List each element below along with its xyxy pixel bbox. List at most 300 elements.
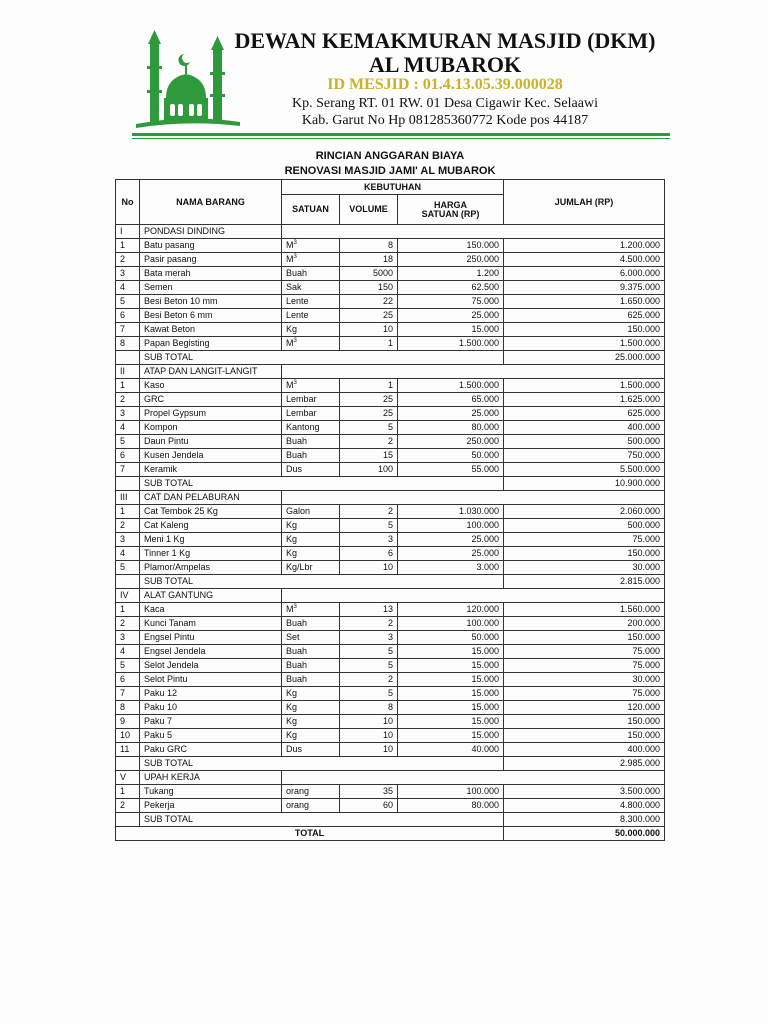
row-number: 8 xyxy=(116,337,140,351)
amount-value: 4.800.000 xyxy=(504,799,665,813)
amount-value: 150.000 xyxy=(504,729,665,743)
org-name: DEWAN KEMAKMURAN MASJID (DKM) xyxy=(234,28,656,53)
volume-value: 5 xyxy=(340,519,398,533)
volume-value: 25 xyxy=(340,309,398,323)
price-value: 62.500 xyxy=(398,281,504,295)
price-value: 1.500.000 xyxy=(398,337,504,351)
header-item: NAMA BARANG xyxy=(140,180,282,225)
amount-value: 120.000 xyxy=(504,701,665,715)
price-value: 15.000 xyxy=(398,687,504,701)
address-line-2: Kab. Garut No Hp 081285360772 Kode pos 44187 xyxy=(301,113,589,128)
table-row xyxy=(116,393,665,407)
item-name: Selot Pintu xyxy=(140,673,282,687)
header-no: No xyxy=(116,180,140,225)
row-number: 4 xyxy=(116,421,140,435)
row-number: 8 xyxy=(116,701,140,715)
unit-value: orang xyxy=(286,800,310,810)
item-name: Engsel Pintu xyxy=(140,631,282,645)
subtotal-blank xyxy=(116,477,140,491)
amount-value: 1.560.000 xyxy=(504,603,665,617)
subtotal-label: SUB TOTAL xyxy=(140,351,504,365)
unit-value: Buah xyxy=(286,674,308,684)
unit-cell xyxy=(282,435,340,449)
unit-cell xyxy=(282,659,340,673)
row-number: 9 xyxy=(116,715,140,729)
amount-value: 2.060.000 xyxy=(504,505,665,519)
unit-value: Kg/Lbr xyxy=(286,562,313,572)
volume-value: 5 xyxy=(340,645,398,659)
unit-cell xyxy=(282,323,340,337)
item-name: Propel Gypsum xyxy=(140,407,282,421)
unit-superscript: 3 xyxy=(293,254,297,260)
total-value: 50.000.000 xyxy=(504,827,665,841)
subtotal-row xyxy=(116,813,665,827)
item-name: Tinner 1 Kg xyxy=(140,547,282,561)
unit-value: Kantong xyxy=(286,422,320,432)
table-row xyxy=(116,463,665,477)
subtotal-row xyxy=(116,757,665,771)
unit-cell xyxy=(282,281,340,295)
volume-value: 1 xyxy=(340,379,398,393)
header-amount: JUMLAH (RP) xyxy=(504,180,665,225)
unit-cell xyxy=(282,701,340,715)
table-row xyxy=(116,659,665,673)
row-number: 1 xyxy=(116,505,140,519)
item-name: Keramik xyxy=(140,463,282,477)
volume-value: 10 xyxy=(340,561,398,575)
table-row xyxy=(116,547,665,561)
unit-cell xyxy=(282,379,340,393)
table-row xyxy=(116,561,665,575)
letterhead-divider-thin xyxy=(132,138,670,139)
unit-value: Buah xyxy=(286,618,308,628)
volume-value: 15 xyxy=(340,449,398,463)
amount-value: 75.000 xyxy=(504,533,665,547)
unit-value: Lembar xyxy=(286,408,317,418)
item-name: Kaca xyxy=(140,603,282,617)
unit-cell xyxy=(282,393,340,407)
unit-cell xyxy=(282,295,340,309)
unit-cell xyxy=(282,505,340,519)
table-row xyxy=(116,421,665,435)
section-title: ATAP DAN LANGIT-LANGIT xyxy=(140,365,282,379)
total-row xyxy=(116,827,665,841)
amount-value: 75.000 xyxy=(504,659,665,673)
price-value: 120.000 xyxy=(398,603,504,617)
subtotal-value: 8.300.000 xyxy=(504,813,665,827)
unit-cell xyxy=(282,645,340,659)
unit-cell xyxy=(282,603,340,617)
section-blank xyxy=(282,491,665,505)
table-row xyxy=(116,673,665,687)
price-value: 50.000 xyxy=(398,631,504,645)
table-row xyxy=(116,253,665,267)
volume-value: 8 xyxy=(340,701,398,715)
table-row xyxy=(116,533,665,547)
subtotal-value: 2.985.000 xyxy=(504,757,665,771)
unit-value: Kg xyxy=(286,688,298,698)
table-row xyxy=(116,603,665,617)
row-number: 4 xyxy=(116,547,140,561)
unit-value: M xyxy=(286,604,294,614)
letterhead-divider xyxy=(132,133,670,136)
amount-value: 4.500.000 xyxy=(504,253,665,267)
table-row xyxy=(116,379,665,393)
amount-value: 75.000 xyxy=(504,687,665,701)
volume-value: 5 xyxy=(340,687,398,701)
volume-value: 8 xyxy=(340,239,398,253)
unit-value: M xyxy=(286,254,294,264)
amount-value: 9.375.000 xyxy=(504,281,665,295)
header-volume: VOLUME xyxy=(340,195,398,225)
section-number: V xyxy=(116,771,140,785)
row-number: 4 xyxy=(116,645,140,659)
section-row xyxy=(116,225,665,239)
amount-value: 30.000 xyxy=(504,561,665,575)
amount-value: 1.500.000 xyxy=(504,379,665,393)
price-value: 150.000 xyxy=(398,239,504,253)
price-value: 80.000 xyxy=(398,799,504,813)
volume-value: 10 xyxy=(340,729,398,743)
amount-value: 150.000 xyxy=(504,547,665,561)
subtotal-label: SUB TOTAL xyxy=(140,575,504,589)
table-row xyxy=(116,729,665,743)
item-name: Semen xyxy=(140,281,282,295)
section-row xyxy=(116,491,665,505)
table-row xyxy=(116,743,665,757)
row-number: 7 xyxy=(116,687,140,701)
volume-value: 25 xyxy=(340,407,398,421)
subtotal-value: 10.900.000 xyxy=(504,477,665,491)
row-number: 3 xyxy=(116,407,140,421)
item-name: Cat Kaleng xyxy=(140,519,282,533)
row-number: 1 xyxy=(116,785,140,799)
amount-value: 750.000 xyxy=(504,449,665,463)
item-name: Engsel Jendela xyxy=(140,645,282,659)
amount-value: 6.000.000 xyxy=(504,267,665,281)
subtotal-row xyxy=(116,351,665,365)
item-name: Batu pasang xyxy=(140,239,282,253)
unit-value: Lembar xyxy=(286,394,317,404)
header-unit: SATUAN xyxy=(282,195,340,225)
subtotal-row xyxy=(116,477,665,491)
table-row xyxy=(116,645,665,659)
price-value: 1.030.000 xyxy=(398,505,504,519)
item-name: Pekerja xyxy=(140,799,282,813)
table-row xyxy=(116,785,665,799)
table-row xyxy=(116,407,665,421)
table-row xyxy=(116,281,665,295)
table-row xyxy=(116,449,665,463)
unit-value: Dus xyxy=(286,744,303,754)
amount-value: 400.000 xyxy=(504,743,665,757)
budget-table xyxy=(115,179,665,841)
subtotal-blank xyxy=(116,351,140,365)
subtotal-label: SUB TOTAL xyxy=(140,757,504,771)
table-row xyxy=(116,309,665,323)
subtotal-value: 2.815.000 xyxy=(504,575,665,589)
unit-superscript: 3 xyxy=(293,380,297,386)
price-value: 15.000 xyxy=(398,645,504,659)
volume-value: 5000 xyxy=(340,267,398,281)
section-title: CAT DAN PELABURAN xyxy=(140,491,282,505)
table-row xyxy=(116,687,665,701)
price-value: 80.000 xyxy=(398,421,504,435)
item-name: Cat Tembok 25 Kg xyxy=(140,505,282,519)
volume-value: 10 xyxy=(340,323,398,337)
volume-value: 6 xyxy=(340,547,398,561)
unit-cell xyxy=(282,407,340,421)
unit-superscript: 3 xyxy=(293,604,297,610)
unit-cell xyxy=(282,715,340,729)
unit-value: Dus xyxy=(286,464,303,474)
volume-value: 5 xyxy=(340,659,398,673)
unit-cell xyxy=(282,687,340,701)
item-name: Paku 10 xyxy=(140,701,282,715)
price-value: 25.000 xyxy=(398,547,504,561)
unit-cell xyxy=(282,239,340,253)
header-price xyxy=(398,195,504,225)
price-value: 55.000 xyxy=(398,463,504,477)
item-name: GRC xyxy=(140,393,282,407)
row-number: 2 xyxy=(116,253,140,267)
row-number: 7 xyxy=(116,323,140,337)
price-value: 100.000 xyxy=(398,785,504,799)
unit-cell xyxy=(282,519,340,533)
unit-value: Kg xyxy=(286,548,298,558)
price-value: 15.000 xyxy=(398,673,504,687)
volume-value: 22 xyxy=(340,295,398,309)
unit-value: Kg xyxy=(286,730,298,740)
price-value: 65.000 xyxy=(398,393,504,407)
price-value: 250.000 xyxy=(398,253,504,267)
amount-value: 3.500.000 xyxy=(504,785,665,799)
table-row xyxy=(116,239,665,253)
subtotal-blank xyxy=(116,575,140,589)
volume-value: 10 xyxy=(340,715,398,729)
volume-value: 18 xyxy=(340,253,398,267)
amount-value: 400.000 xyxy=(504,421,665,435)
row-number: 6 xyxy=(116,449,140,463)
table-row xyxy=(116,701,665,715)
mosque-id: ID MESJID : 01.4.13.05.39.000028 xyxy=(327,76,563,93)
row-number: 6 xyxy=(116,673,140,687)
unit-cell xyxy=(282,785,340,799)
item-name: Kompon xyxy=(140,421,282,435)
subtotal-label: SUB TOTAL xyxy=(140,477,504,491)
unit-cell xyxy=(282,561,340,575)
volume-value: 3 xyxy=(340,533,398,547)
item-name: Kunci Tanam xyxy=(140,617,282,631)
item-name: Paku 7 xyxy=(140,715,282,729)
price-value: 75.000 xyxy=(398,295,504,309)
item-name: Kawat Beton xyxy=(140,323,282,337)
volume-value: 100 xyxy=(340,463,398,477)
section-blank xyxy=(282,365,665,379)
unit-cell xyxy=(282,463,340,477)
subtotal-blank xyxy=(116,813,140,827)
row-number: 1 xyxy=(116,379,140,393)
row-number: 2 xyxy=(116,393,140,407)
amount-value: 1.650.000 xyxy=(504,295,665,309)
volume-value: 150 xyxy=(340,281,398,295)
price-value: 15.000 xyxy=(398,729,504,743)
unit-value: Lente xyxy=(286,310,309,320)
amount-value: 200.000 xyxy=(504,617,665,631)
price-value: 25.000 xyxy=(398,309,504,323)
item-name: Papan Begisting xyxy=(140,337,282,351)
unit-value: M xyxy=(286,240,294,250)
total-label: TOTAL xyxy=(116,827,504,841)
price-value: 100.000 xyxy=(398,519,504,533)
unit-cell xyxy=(282,253,340,267)
row-number: 5 xyxy=(116,295,140,309)
volume-value: 60 xyxy=(340,799,398,813)
table-row xyxy=(116,323,665,337)
section-row xyxy=(116,589,665,603)
amount-value: 1.200.000 xyxy=(504,239,665,253)
row-number: 5 xyxy=(116,435,140,449)
row-number: 6 xyxy=(116,309,140,323)
subtotal-row xyxy=(116,575,665,589)
row-number: 10 xyxy=(116,729,140,743)
item-name: Meni 1 Kg xyxy=(140,533,282,547)
unit-value: Kg xyxy=(286,520,298,530)
unit-value: Buah xyxy=(286,436,308,446)
unit-cell xyxy=(282,799,340,813)
amount-value: 30.000 xyxy=(504,673,665,687)
unit-value: Buah xyxy=(286,268,308,278)
unit-cell xyxy=(282,267,340,281)
volume-value: 2 xyxy=(340,673,398,687)
amount-value: 500.000 xyxy=(504,435,665,449)
item-name: Daun Pintu xyxy=(140,435,282,449)
unit-value: Buah xyxy=(286,646,308,656)
section-title: ALAT GANTUNG xyxy=(140,589,282,603)
section-number: III xyxy=(116,491,140,505)
unit-cell xyxy=(282,547,340,561)
header-needs: KEBUTUHAN xyxy=(282,180,504,195)
price-value: 50.000 xyxy=(398,449,504,463)
address-line-1: Kp. Serang RT. 01 RW. 01 Desa Cigawir Kec. Selaawi xyxy=(292,96,598,111)
price-value: 250.000 xyxy=(398,435,504,449)
unit-value: Buah xyxy=(286,660,308,670)
unit-value: M xyxy=(286,380,294,390)
table-row xyxy=(116,519,665,533)
row-number: 5 xyxy=(116,561,140,575)
section-title: PONDASI DINDING xyxy=(140,225,282,239)
section-row xyxy=(116,365,665,379)
item-name: Pasir pasang xyxy=(140,253,282,267)
table-row xyxy=(116,295,665,309)
price-value: 25.000 xyxy=(398,533,504,547)
row-number: 5 xyxy=(116,659,140,673)
unit-value: Buah xyxy=(286,450,308,460)
price-value: 3.000 xyxy=(398,561,504,575)
price-value: 15.000 xyxy=(398,715,504,729)
price-value: 15.000 xyxy=(398,659,504,673)
unit-cell xyxy=(282,309,340,323)
unit-value: Sak xyxy=(286,282,302,292)
item-name: Bata merah xyxy=(140,267,282,281)
row-number: 2 xyxy=(116,519,140,533)
unit-superscript: 3 xyxy=(293,240,297,246)
amount-value: 5.500.000 xyxy=(504,463,665,477)
amount-value: 625.000 xyxy=(504,309,665,323)
row-number: 4 xyxy=(116,281,140,295)
unit-cell xyxy=(282,421,340,435)
item-name: Besi Beton 10 mm xyxy=(140,295,282,309)
unit-value: Kg xyxy=(286,534,298,544)
price-value: 25.000 xyxy=(398,407,504,421)
row-number: 3 xyxy=(116,267,140,281)
row-number: 7 xyxy=(116,463,140,477)
header-price-line2: SATUAN (RP) xyxy=(421,208,480,219)
volume-value: 10 xyxy=(340,743,398,757)
unit-cell xyxy=(282,449,340,463)
item-name: Plamor/Ampelas xyxy=(140,561,282,575)
price-value: 15.000 xyxy=(398,323,504,337)
subtotal-blank xyxy=(116,757,140,771)
unit-cell xyxy=(282,617,340,631)
subtotal-value: 25.000.000 xyxy=(504,351,665,365)
price-value: 100.000 xyxy=(398,617,504,631)
unit-cell xyxy=(282,673,340,687)
table-row xyxy=(116,435,665,449)
price-value: 15.000 xyxy=(398,701,504,715)
unit-value: Set xyxy=(286,632,300,642)
item-name: Paku GRC xyxy=(140,743,282,757)
item-name: Selot Jendela xyxy=(140,659,282,673)
item-name: Paku 12 xyxy=(140,687,282,701)
item-name: Kaso xyxy=(140,379,282,393)
item-name: Paku 5 xyxy=(140,729,282,743)
table-row xyxy=(116,267,665,281)
item-name: Kusen Jendela xyxy=(140,449,282,463)
row-number: 1 xyxy=(116,239,140,253)
table-row xyxy=(116,617,665,631)
unit-superscript: 3 xyxy=(293,338,297,344)
unit-value: Kg xyxy=(286,716,298,726)
unit-value: M xyxy=(286,338,294,348)
amount-value: 150.000 xyxy=(504,323,665,337)
table-row xyxy=(116,505,665,519)
amount-value: 1.500.000 xyxy=(504,337,665,351)
subtotal-label: SUB TOTAL xyxy=(140,813,504,827)
unit-value: orang xyxy=(286,786,310,796)
volume-value: 5 xyxy=(340,421,398,435)
table-row xyxy=(116,715,665,729)
item-name: Tukang xyxy=(140,785,282,799)
volume-value: 1 xyxy=(340,337,398,351)
row-number: 2 xyxy=(116,799,140,813)
document-subtitle: RENOVASI MASJID JAMI' AL MUBAROK xyxy=(284,165,496,177)
row-number: 3 xyxy=(116,631,140,645)
price-value: 1.500.000 xyxy=(398,379,504,393)
table-row xyxy=(116,337,665,351)
row-number: 2 xyxy=(116,617,140,631)
unit-value: Kg xyxy=(286,702,298,712)
amount-value: 75.000 xyxy=(504,645,665,659)
section-blank xyxy=(282,225,665,239)
unit-cell xyxy=(282,729,340,743)
section-blank xyxy=(282,589,665,603)
unit-cell xyxy=(282,631,340,645)
unit-value: Kg xyxy=(286,324,298,334)
unit-cell xyxy=(282,743,340,757)
section-blank xyxy=(282,771,665,785)
unit-cell xyxy=(282,337,340,351)
